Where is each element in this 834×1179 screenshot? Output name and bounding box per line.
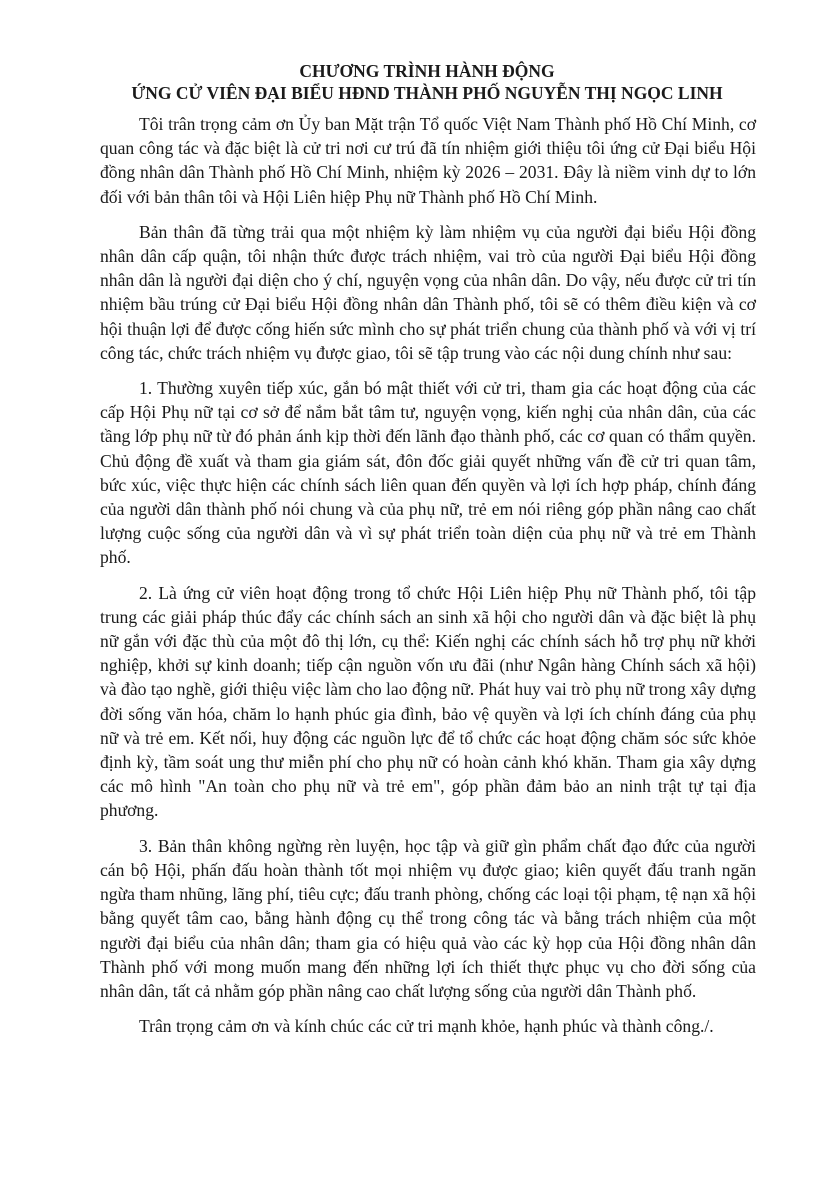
- paragraph-intro: Tôi trân trọng cảm ơn Ủy ban Mặt trận Tổ quốc Việt Nam Thành phố Hồ Chí Minh, cơ quan công tác và đặc biệt là cử tri nơi cư trú đã tín nhiệm giới thiệu tôi ứng cử Đại biểu Hội đồng nhân dân Thành phố Hồ Chí Minh, nhiệm kỳ 2026 – 2031. Đây là niềm vinh dự to lớn đối với bản thân tôi và Hội Liên hiệp Phụ nữ Thành phố Hồ Chí Minh.: [100, 114, 756, 207]
- paragraph-closing: Trân trọng cảm ơn và kính chúc các cử tri mạnh khỏe, hạnh phúc và thành công./.: [139, 1016, 714, 1037]
- document-title: [100, 60, 756, 104]
- paragraph-item-2: 2. Là ứng cử viên hoạt động trong tổ chức Hội Liên hiệp Phụ nữ Thành phố, tôi tập trung các giải pháp thúc đẩy các chính sách an sinh xã hội cho người dân và đặc biệt là phụ nữ gắn với đặc thù của một đô thị lớn, cụ thể: Kiến nghị các chính sách hỗ trợ phụ nữ khởi nghiệp, khởi sự kinh doanh; tiếp cận nguồn vốn ưu đãi (như Ngân hàng Chính sách xã hội) và đào tạo nghề, giới thiệu việc làm cho lao động nữ. Phát huy vai trò phụ nữ trong xây dựng đời sống văn hóa, chăm lo hạnh phúc gia đình, bảo vệ quyền và lợi ích chính đáng của phụ nữ và trẻ em. Kết nối, huy động các nguồn lực để tổ chức các hoạt động chăm sóc sức khỏe định kỳ, tầm soát ung thư miễn phí cho phụ nữ có hoàn cảnh khó khăn. Tham gia xây dựng các mô hình "An toàn cho phụ nữ và trẻ em", góp phần đảm bảo an ninh trật tự tại địa phương.: [100, 582, 756, 821]
- paragraph-item-1: 1. Thường xuyên tiếp xúc, gắn bó mật thiết với cử tri, tham gia các hoạt động của các cấp Hội Phụ nữ tại cơ sở để nắm bắt tâm tư, nguyện vọng, kiến nghị của nhân dân, của các tầng lớp phụ nữ từ đó phản ánh kịp thời đến lãnh đạo thành phố, các cơ quan có thẩm quyền. Chủ động đề xuất và tham gia giám sát, đôn đốc giải quyết những vấn đề cử tri quan tâm, bức xúc, việc thực hiện các chính sách liên quan đến quyền và lợi ích hợp pháp, chính đáng của người dân thành phố nói chung và của phụ nữ, trẻ em nói riêng góp phần nâng cao chất lượng cuộc sống của người dân và vì sự phát triển toàn diện của phụ nữ và trẻ em Thành phố.: [100, 378, 756, 568]
- paragraph-item-3: 3. Bản thân không ngừng rèn luyện, học tập và giữ gìn phẩm chất đạo đức của người cán bộ Hội, phấn đấu hoàn thành tốt mọi nhiệm vụ được giao; kiên quyết đấu tranh ngăn ngừa tham nhũng, lãng phí, tiêu cực; đấu tranh phòng, chống các loại tội phạm, tệ nạn xã hội bằng quyết tâm cao, bằng hành động cụ thể trong công tác và bằng trách nhiệm của một người đại biểu của nhân dân; tham gia có hiệu quả vào các kỳ họp của Hội đồng nhân dân Thành phố với mong muốn mang đến những lợi ích thiết thực phục vụ cho đời sống của nhân dân, tất cả nhằm góp phần nâng cao chất lượng sống của người dân Thành phố.: [100, 835, 756, 1001]
- title-line-1: CHƯƠNG TRÌNH HÀNH ĐỘNG: [299, 61, 555, 81]
- title-line-2: ỨNG CỬ VIÊN ĐẠI BIỂU HĐND THÀNH PHỐ NGUYỄN THỊ NGỌC LINH: [131, 83, 723, 103]
- paragraph-commitment: Bản thân đã từng trải qua một nhiệm kỳ làm nhiệm vụ của người đại biểu Hội đồng nhân dân cấp quận, tôi nhận thức được trách nhiệm, vai trò của người Đại biểu Hội đồng nhân dân là người đại diện cho ý chí, nguyện vọng của nhân dân. Do vậy, nếu được cử tri tín nhiệm bầu trúng cử Đại biểu Hội đồng nhân dân Thành phố, tôi sẽ có thêm điều kiện và cơ hội thuận lợi để được cống hiến sức mình cho sự phát triển chung của thành phố và với vị trí công tác, chức trách nhiệm vụ được giao, tôi sẽ tập trung vào các nội dung chính như sau:: [100, 221, 756, 363]
